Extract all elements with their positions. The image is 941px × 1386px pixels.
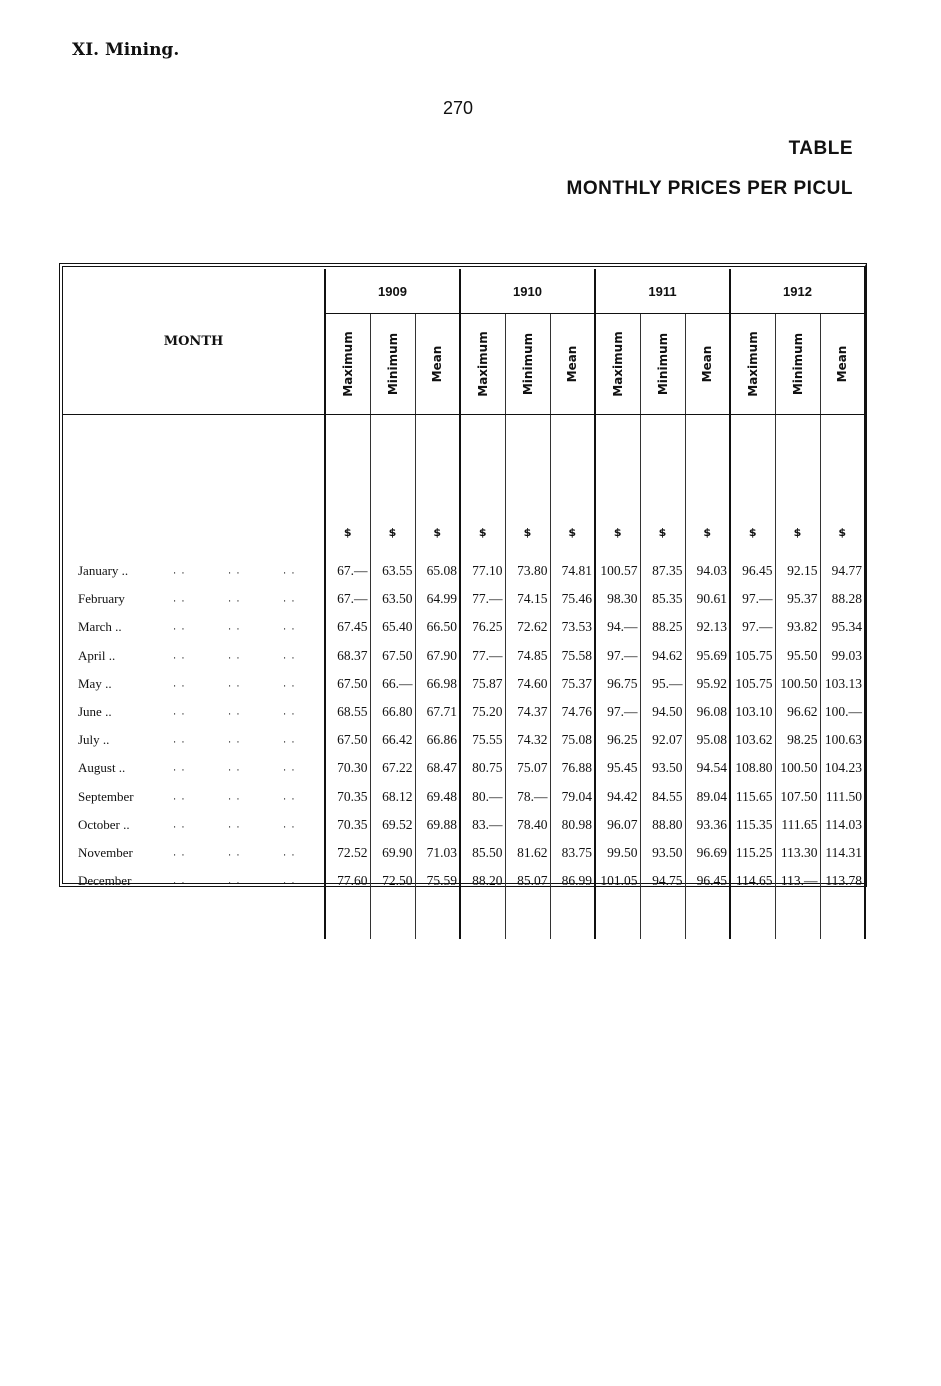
price-cell: 96.45 [685,867,730,895]
price-cell: 114.31 [820,839,865,867]
leader-dots: . . [228,650,241,662]
price-cell: 105.75 [730,642,775,670]
leader-dots: . . [283,819,296,831]
leader-dots: . . [228,875,241,887]
price-cell: 68.55 [325,698,370,726]
sub-header-minimum [640,314,685,415]
price-cell: 85.50 [460,839,505,867]
price-cell: 66.98 [415,670,460,698]
leader-dots: . . [228,847,241,859]
price-cell: 65.40 [370,613,415,641]
table-row [63,585,865,613]
leader-dots: . . [283,734,296,746]
leader-dots: . . [283,593,296,605]
price-cell: 74.37 [505,698,550,726]
price-cell: 75.08 [550,726,595,754]
leader-dots: . . [283,762,296,774]
price-cell: 95.— [640,670,685,698]
price-cell: 77.60 [325,867,370,895]
price-cell: 74.15 [505,585,550,613]
price-cell: 66.42 [370,726,415,754]
price-cell: 111.50 [820,783,865,811]
price-cell: 81.62 [505,839,550,867]
leader-dots: . . [173,650,186,662]
month-cell [63,613,325,641]
price-cell: 100.50 [775,670,820,698]
price-cell: 92.07 [640,726,685,754]
price-cell: 97.— [730,613,775,641]
price-cell: 68.37 [325,642,370,670]
sub-header-label: Minimum [520,332,535,396]
price-cell: 93.50 [640,839,685,867]
table-row [63,642,865,670]
price-cell: 94.50 [640,698,685,726]
table-row [63,670,865,698]
price-cell: 95.34 [820,613,865,641]
price-cell: 99.50 [595,839,640,867]
price-cell: 63.50 [370,585,415,613]
sub-header-label: Maximum [745,331,760,397]
month-cell [63,642,325,670]
price-cell: 95.50 [775,642,820,670]
price-cell: 76.88 [550,754,595,782]
price-cell: 84.55 [640,783,685,811]
unit-cell: $ [370,415,415,558]
leader-dots: . . [283,875,296,887]
price-cell: 113.30 [775,839,820,867]
page-number: 270 [443,98,474,118]
sub-header-label: Maximum [340,331,355,397]
table-subtitle: MONTHLY PRICES PER PICUL [566,178,853,199]
price-cell: 100.50 [775,754,820,782]
unit-cell: $ [640,415,685,558]
unit-row-spacer [63,415,325,558]
tail-cell [505,895,550,939]
price-cell: 114.03 [820,811,865,839]
year-header: 1911 [595,269,730,314]
price-cell: 88.20 [460,867,505,895]
leader-dots: . . [173,819,186,831]
price-cell: 67.50 [325,726,370,754]
price-cell: 115.65 [730,783,775,811]
tail-cell [685,895,730,939]
month-label: August .. [78,760,126,776]
price-cell: 72.62 [505,613,550,641]
leader-dots: . . [228,734,241,746]
table-row [63,726,865,754]
sub-header-maximum [460,314,505,415]
price-cell: 96.25 [595,726,640,754]
year-header: 1910 [460,269,595,314]
tail-cell [460,895,505,939]
sub-header-mean [415,314,460,415]
leader-dots: . . [173,565,186,577]
price-cell: 74.85 [505,642,550,670]
leader-dots: . . [228,678,241,690]
leader-dots: . . [283,650,296,662]
unit-cell: $ [505,415,550,558]
price-cell: 67.50 [325,670,370,698]
price-cell: 96.75 [595,670,640,698]
month-cell [63,754,325,782]
price-cell: 96.62 [775,698,820,726]
price-cell: 96.69 [685,839,730,867]
year-header: 1909 [325,269,460,314]
price-cell: 76.25 [460,613,505,641]
tail-spacer [63,895,325,939]
tail-cell [775,895,820,939]
price-cell: 108.80 [730,754,775,782]
price-cell: 63.55 [370,557,415,585]
sub-header-mean [550,314,595,415]
leader-dots: . . [173,791,186,803]
leader-dots: . . [173,875,186,887]
leader-dots: . . [228,706,241,718]
price-cell: 88.25 [640,613,685,641]
price-cell: 95.92 [685,670,730,698]
sub-header-label: Mean [565,345,580,383]
price-cell: 95.45 [595,754,640,782]
price-cell: 100.57 [595,557,640,585]
table-row [63,613,865,641]
price-cell: 75.58 [550,642,595,670]
price-cell: 94.03 [685,557,730,585]
price-cell: 69.52 [370,811,415,839]
price-cell: 72.50 [370,867,415,895]
unit-cell: $ [550,415,595,558]
month-label: June .. [78,704,112,720]
price-cell: 77.— [460,642,505,670]
price-cell: 93.82 [775,613,820,641]
prices-table [63,269,866,939]
price-cell: 113.— [775,867,820,895]
price-cell: 97.— [595,698,640,726]
price-cell: 67.45 [325,613,370,641]
price-cell: 71.03 [415,839,460,867]
section-heading: XI. Mining. [72,40,180,60]
price-cell: 66.— [370,670,415,698]
tail-cell [820,895,865,939]
leader-dots: . . [283,706,296,718]
price-cell: 74.60 [505,670,550,698]
price-cell: 103.62 [730,726,775,754]
price-cell: 88.80 [640,811,685,839]
month-cell [63,726,325,754]
price-cell: 98.30 [595,585,640,613]
price-cell: 75.20 [460,698,505,726]
unit-cell: $ [685,415,730,558]
price-cell: 96.08 [685,698,730,726]
month-label: February [78,591,125,607]
price-cell: 77.— [460,585,505,613]
price-cell: 85.07 [505,867,550,895]
price-cell: 94.— [595,613,640,641]
price-cell: 114.65 [730,867,775,895]
sub-header-maximum [730,314,775,415]
price-cell: 94.54 [685,754,730,782]
tail-cell [640,895,685,939]
price-cell: 94.77 [820,557,865,585]
price-cell: 92.13 [685,613,730,641]
month-cell [63,867,325,895]
sub-header-mean [820,314,865,415]
month-label: September [78,788,134,804]
sub-header-maximum [595,314,640,415]
price-cell: 66.80 [370,698,415,726]
price-cell: 79.04 [550,783,595,811]
price-cell: 70.35 [325,783,370,811]
sub-header-minimum [775,314,820,415]
month-label: October .. [78,816,130,832]
sub-header-label: Maximum [475,331,490,397]
price-cell: 94.75 [640,867,685,895]
month-cell [63,557,325,585]
tail-cell [550,895,595,939]
price-cell: 103.13 [820,670,865,698]
sub-header-label: Mean [700,345,715,383]
table-row [63,754,865,782]
table-row [63,698,865,726]
unit-cell: $ [460,415,505,558]
price-cell: 107.50 [775,783,820,811]
price-cell: 67.— [325,557,370,585]
price-cell: 74.76 [550,698,595,726]
price-cell: 98.25 [775,726,820,754]
leader-dots: . . [173,678,186,690]
month-label: November [78,844,133,860]
leader-dots: . . [283,791,296,803]
leader-dots: . . [173,847,186,859]
price-cell: 97.— [595,642,640,670]
price-cell: 75.87 [460,670,505,698]
sub-header-minimum [505,314,550,415]
table-row [63,867,865,895]
price-cell: 75.46 [550,585,595,613]
sub-header-minimum [370,314,415,415]
price-cell: 78.— [505,783,550,811]
leader-dots: . . [228,791,241,803]
price-cell: 77.10 [460,557,505,585]
price-cell: 75.59 [415,867,460,895]
price-cell: 75.37 [550,670,595,698]
month-cell [63,698,325,726]
leader-dots: . . [283,678,296,690]
price-cell: 93.36 [685,811,730,839]
price-cell: 67.22 [370,754,415,782]
price-cell: 104.23 [820,754,865,782]
table-label: TABLE [788,138,853,159]
price-cell: 69.88 [415,811,460,839]
price-cell: 74.81 [550,557,595,585]
price-cell: 92.15 [775,557,820,585]
month-column-header: MONTH [63,269,325,415]
price-cell: 73.53 [550,613,595,641]
month-label: May .. [78,675,112,691]
price-cell: 111.65 [775,811,820,839]
price-cell: 94.62 [640,642,685,670]
price-cell: 100.— [820,698,865,726]
month-label: January .. [78,563,129,579]
price-cell: 83.75 [550,839,595,867]
price-cell: 69.48 [415,783,460,811]
price-cell: 88.28 [820,585,865,613]
leader-dots: . . [283,847,296,859]
price-cell: 86.99 [550,867,595,895]
month-cell [63,783,325,811]
month-label: July .. [78,732,110,748]
unit-cell: $ [820,415,865,558]
leader-dots: . . [173,593,186,605]
month-label: December [78,873,132,889]
price-cell: 75.55 [460,726,505,754]
price-cell: 96.45 [730,557,775,585]
leader-dots: . . [228,565,241,577]
table-row [63,811,865,839]
price-cell: 95.08 [685,726,730,754]
leader-dots: . . [173,762,186,774]
unit-cell: $ [775,415,820,558]
month-cell [63,811,325,839]
tail-cell [370,895,415,939]
leader-dots: . . [283,565,296,577]
table-row [63,557,865,585]
price-cell: 80.— [460,783,505,811]
price-cell: 103.10 [730,698,775,726]
leader-dots: . . [283,621,296,633]
sub-header-label: Mean [430,345,445,383]
price-cell: 65.08 [415,557,460,585]
leader-dots: . . [228,819,241,831]
price-cell: 95.37 [775,585,820,613]
price-cell: 87.35 [640,557,685,585]
unit-cell: $ [325,415,370,558]
price-cell: 66.86 [415,726,460,754]
tail-cell [325,895,370,939]
unit-cell: $ [730,415,775,558]
price-cell: 85.35 [640,585,685,613]
price-cell: 99.03 [820,642,865,670]
price-cell: 93.50 [640,754,685,782]
price-cell: 70.35 [325,811,370,839]
sub-header-maximum [325,314,370,415]
price-cell: 113.78 [820,867,865,895]
price-cell: 90.61 [685,585,730,613]
table-row [63,783,865,811]
leader-dots: . . [228,593,241,605]
price-cell: 89.04 [685,783,730,811]
month-label: April .. [78,647,116,663]
price-cell: 68.47 [415,754,460,782]
price-cell: 67.50 [370,642,415,670]
sub-header-label: Minimum [790,332,805,396]
sub-header-label: Mean [835,345,850,383]
price-cell: 64.99 [415,585,460,613]
price-cell: 70.30 [325,754,370,782]
price-cell: 105.75 [730,670,775,698]
price-cell: 95.69 [685,642,730,670]
month-cell [63,839,325,867]
price-cell: 67.71 [415,698,460,726]
sub-header-label: Minimum [385,332,400,396]
price-cell: 115.25 [730,839,775,867]
year-header: 1912 [730,269,865,314]
price-cell: 80.75 [460,754,505,782]
price-cell: 78.40 [505,811,550,839]
month-cell [63,670,325,698]
unit-cell: $ [415,415,460,558]
leader-dots: . . [173,734,186,746]
price-cell: 67.90 [415,642,460,670]
leader-dots: . . [228,621,241,633]
month-label: March .. [78,619,122,635]
month-cell [63,585,325,613]
price-cell: 72.52 [325,839,370,867]
sub-header-label: Minimum [655,332,670,396]
price-cell: 80.98 [550,811,595,839]
leader-dots: . . [173,706,186,718]
price-cell: 74.32 [505,726,550,754]
tail-cell [415,895,460,939]
tail-cell [595,895,640,939]
tail-cell [730,895,775,939]
sub-header-label: Maximum [610,331,625,397]
price-cell: 115.35 [730,811,775,839]
price-cell: 67.— [325,585,370,613]
price-cell: 96.07 [595,811,640,839]
price-cell: 101.05 [595,867,640,895]
unit-cell: $ [595,415,640,558]
price-cell: 73.80 [505,557,550,585]
price-cell: 68.12 [370,783,415,811]
price-cell: 66.50 [415,613,460,641]
leader-dots: . . [228,762,241,774]
price-cell: 69.90 [370,839,415,867]
price-cell: 94.42 [595,783,640,811]
price-cell: 100.63 [820,726,865,754]
price-cell: 83.— [460,811,505,839]
price-cell: 75.07 [505,754,550,782]
price-cell: 97.— [730,585,775,613]
sub-header-mean [685,314,730,415]
table-row [63,839,865,867]
leader-dots: . . [173,621,186,633]
